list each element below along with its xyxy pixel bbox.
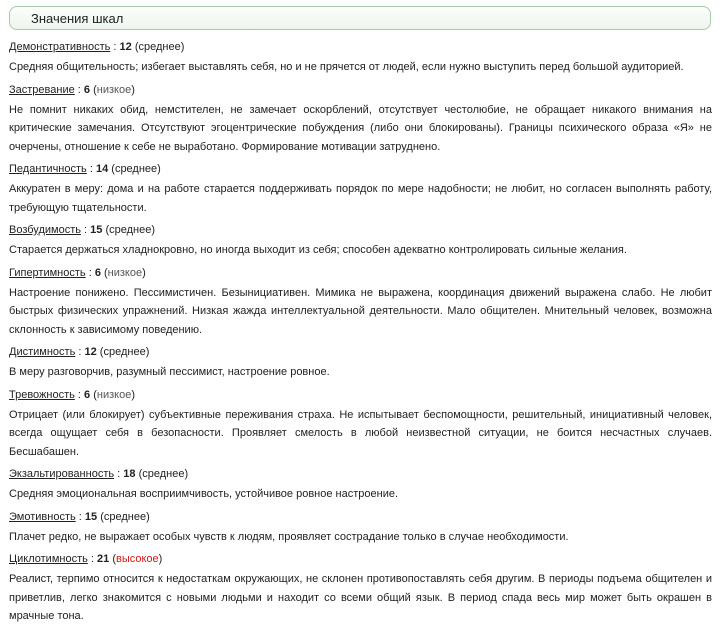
scale-heading	[9, 162, 712, 176]
level-paren-open: (	[100, 266, 108, 279]
scale-heading	[9, 83, 712, 97]
scale-name-link[interactable]: Экзальтированность	[9, 468, 115, 480]
level-paren-open: (	[109, 553, 116, 565]
level-paren-close: )	[180, 41, 185, 53]
level-paren-close: )	[184, 468, 189, 480]
section-header	[9, 6, 711, 30]
scale-name-link[interactable]: Гипертимность	[9, 266, 86, 279]
scale-name-link[interactable]: Педантичность	[9, 163, 87, 175]
scale-level: высокое	[116, 553, 159, 565]
scale-item	[9, 388, 712, 464]
scale-score: 18	[123, 468, 136, 480]
scale-description: Старается держаться хладнокровно, но иногда выходит из себя; способен адекватно контролировать сильные желания.	[9, 244, 627, 256]
scale-item	[9, 345, 712, 384]
level-paren-close: )	[131, 388, 136, 401]
level-paren-open: (	[102, 224, 110, 236]
scale-score: 15	[84, 510, 98, 523]
level-paren-close: )	[131, 83, 135, 96]
scale-separator: :	[75, 346, 85, 358]
level-paren-open: (	[90, 388, 97, 401]
scale-separator: :	[110, 41, 120, 53]
scale-heading	[9, 552, 712, 566]
scale-heading	[9, 388, 712, 402]
scale-score: 15	[90, 224, 103, 236]
level-paren-close: )	[157, 163, 161, 175]
scale-score: 6	[94, 266, 101, 279]
scale-score: 12	[119, 41, 132, 53]
level-paren-open: (	[97, 510, 104, 523]
scale-item	[9, 467, 712, 506]
scale-description: Настроение понижено. Пессимистичен. Безынициативен. Мимика не выражена, координация движений выражена слабо. Не любит быстрых физических упражнений. Низкая жажда интеллектуальной деятельности. Мало общителен. Мнительный человек, возможна склонность к зависимому поведению.	[9, 286, 712, 336]
scale-description: Отрицает (или блокирует) субъективные переживания страха. Не испытывает беспомощности, решительный, инициативный человек, всегда ощущает себя в безопасности. Проявляет смелость в любой неизвестной ситуации, не боится несчастных случаев. Бесшабашен.	[9, 408, 712, 458]
scale-separator: :	[85, 266, 95, 279]
scale-description: Средняя эмоциональная восприимчивость, устойчивое ровное настроение.	[9, 488, 399, 500]
scale-description: Реалист, терпимо относится к недостаткам окружающих, не склонен противопоставлять себя другим. В периоды подъема общителен и приветлив, легко знакомится с новыми людьми и находит со всеми общий язык. В период спада весь мир может быть окрашен в мрачные тона.	[9, 573, 712, 622]
level-paren-close: )	[142, 266, 146, 279]
level-paren-open: (	[90, 83, 97, 96]
scale-separator: :	[74, 83, 84, 96]
scale-separator: :	[75, 510, 85, 523]
scale-item	[9, 40, 712, 79]
level-paren-close: )	[158, 553, 163, 565]
level-paren-close: )	[145, 346, 150, 358]
level-paren-open: (	[131, 41, 139, 53]
scale-name-link[interactable]: Возбудимость	[9, 224, 81, 236]
scale-item	[9, 510, 712, 549]
scales-list	[9, 36, 712, 628]
scale-heading	[9, 510, 712, 524]
scale-description: В меру разговорчив, разумный пессимист, настроение ровное.	[9, 366, 330, 378]
scale-separator: :	[86, 163, 96, 175]
scale-item	[9, 162, 712, 219]
scale-heading	[9, 467, 712, 481]
level-paren-open: (	[108, 163, 115, 175]
scale-description: Не помнит никаких обид, немстителен, не замечает оскорблений, отсутствует честолюбие, не обращает никакого внимания на критические замечания. Отсутствуют эгоцентрические побуждения (либо они блокированы). Границы психического образа «Я» не очерчены, отношение к себе не выработано. Формирование мотивации затруднено.	[9, 103, 712, 153]
scale-name-link[interactable]: Эмотивность	[9, 510, 76, 523]
scale-level: среднее	[103, 510, 147, 523]
scale-score: 14	[95, 163, 109, 175]
scale-separator: :	[114, 468, 124, 480]
scale-level: среднее	[142, 468, 185, 480]
scale-level: низкое	[96, 83, 132, 96]
scale-heading	[9, 345, 712, 359]
scale-score: 6	[83, 83, 91, 96]
scale-name-link[interactable]: Тревожность	[9, 388, 75, 401]
level-paren-close: )	[146, 510, 150, 523]
scale-separator: :	[80, 224, 91, 236]
scale-separator: :	[87, 553, 98, 565]
scale-heading	[9, 266, 712, 280]
scale-level: среднее	[114, 163, 158, 175]
scale-item	[9, 223, 712, 262]
scale-level: среднее	[103, 346, 146, 358]
scale-item	[9, 266, 712, 342]
scale-level: низкое	[96, 388, 132, 401]
scale-heading	[9, 223, 712, 237]
scale-name-link[interactable]: Циклотимность	[9, 553, 88, 565]
scale-level: среднее	[109, 224, 152, 236]
scale-score: 6	[84, 388, 91, 401]
scale-heading	[9, 40, 712, 54]
scale-score: 12	[84, 346, 97, 358]
scale-name-link[interactable]: Демонстративность	[9, 41, 111, 53]
level-paren-open: (	[96, 346, 104, 358]
section-title: Значения шкал	[31, 11, 124, 26]
scale-separator: :	[74, 388, 85, 401]
level-paren-close: )	[151, 224, 156, 236]
scale-description: Средняя общительность; избегает выставлять себя, но и не прячется от людей, если нужно выступить перед большой аудиторией.	[9, 61, 684, 73]
scale-description: Плачет редко, не выражает особых чувств к людям, проявляет сострадание только в случае необходимости.	[9, 530, 569, 543]
scale-score: 21	[97, 553, 110, 565]
scale-level: низкое	[107, 266, 143, 279]
scale-description: Аккуратен в меру: дома и на работе старается поддерживать порядок по мере надобности; не любит, но согласен выполнять работу, требующую тщательности.	[9, 183, 712, 214]
scale-item	[9, 552, 712, 628]
scale-name-link[interactable]: Застревание	[9, 83, 75, 96]
scale-level: среднее	[138, 41, 181, 53]
scale-item	[9, 83, 712, 159]
level-paren-open: (	[135, 468, 143, 480]
scale-name-link[interactable]: Дистимность	[9, 346, 76, 358]
